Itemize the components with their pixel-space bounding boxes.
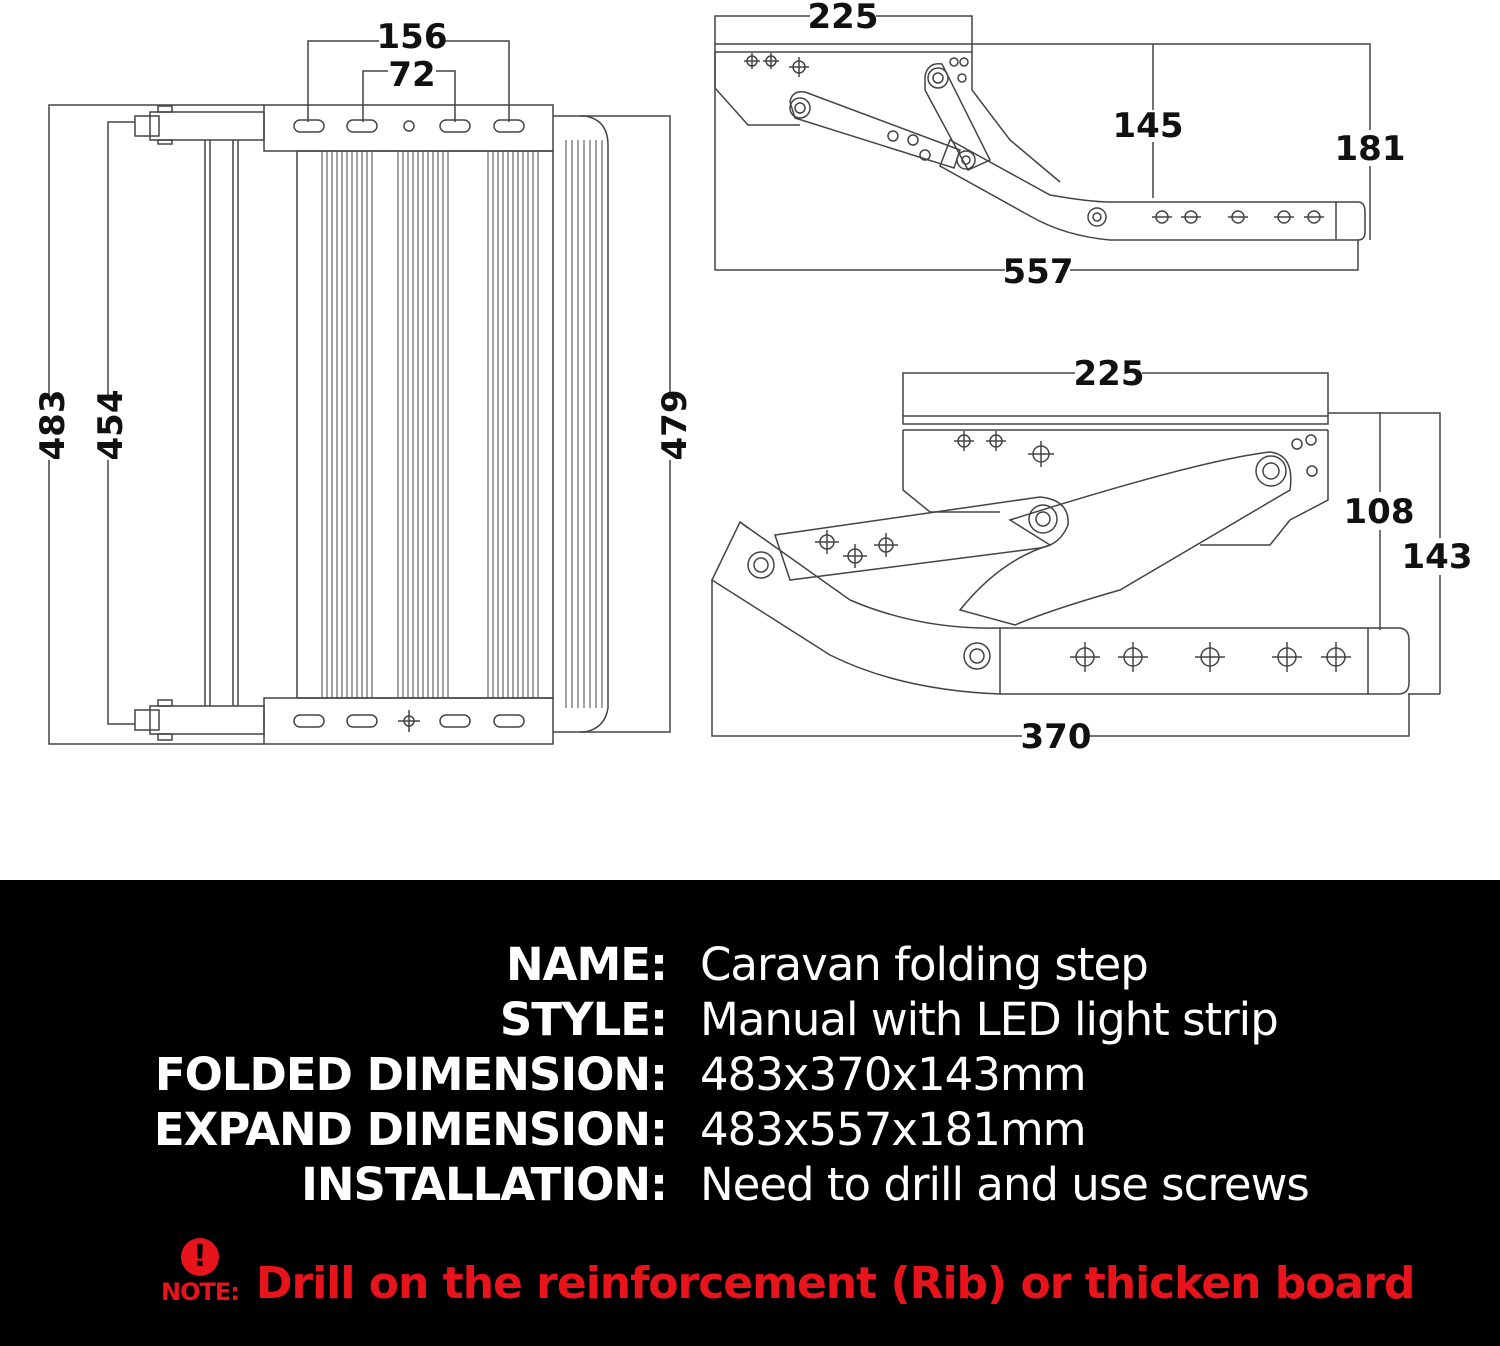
spec-label: EXPAND DIMENSION: — [153, 1103, 667, 1156]
exclamation-icon: ! — [181, 1238, 219, 1276]
dim-folded-height-overall: 143 — [1401, 537, 1473, 577]
spec-value: Caravan folding step — [700, 938, 1148, 991]
dim-overall-width: 483 — [33, 389, 73, 461]
spec-value: Need to drill and use screws — [700, 1158, 1309, 1211]
dim-expanded-height-inner: 145 — [1112, 106, 1184, 146]
folded-side-view — [712, 373, 1440, 736]
dim-folded-mount-length: 225 — [1073, 354, 1145, 394]
dim-inner-hole-span: 72 — [388, 55, 436, 95]
dim-mount-hole-span: 156 — [376, 17, 448, 57]
spec-label: FOLDED DIMENSION: — [154, 1048, 667, 1101]
dim-inner-width: 454 — [91, 389, 131, 461]
spec-row-style — [0, 992, 1500, 1048]
note-label: NOTE: — [161, 1278, 239, 1306]
top-view — [49, 41, 670, 744]
spec-row-installation — [0, 1157, 1500, 1213]
spec-value: Manual with LED light strip — [700, 993, 1278, 1046]
dim-folded-height-inner: 108 — [1343, 492, 1415, 532]
dim-folded-overall-length: 370 — [1020, 717, 1092, 757]
spec-value: 483x557x181mm — [700, 1103, 1086, 1156]
dim-expanded-height-overall: 181 — [1334, 129, 1406, 169]
note-text: Drill on the reinforcement (Rib) or thicken board — [256, 1258, 1415, 1309]
note-row — [0, 1236, 1500, 1316]
dim-step-width: 479 — [655, 389, 695, 461]
spec-row-name — [0, 937, 1500, 993]
spec-label: INSTALLATION: — [301, 1158, 667, 1211]
spec-row-folded-dimension — [0, 1047, 1500, 1103]
spec-label: STYLE: — [499, 993, 667, 1046]
spec-label: NAME: — [505, 938, 667, 991]
expanded-side-view — [715, 16, 1370, 270]
dim-expanded-overall-length: 557 — [1002, 252, 1074, 292]
spec-value: 483x370x143mm — [700, 1048, 1086, 1101]
dim-expanded-mount-length: 225 — [807, 0, 879, 37]
spec-row-expand-dimension — [0, 1102, 1500, 1158]
